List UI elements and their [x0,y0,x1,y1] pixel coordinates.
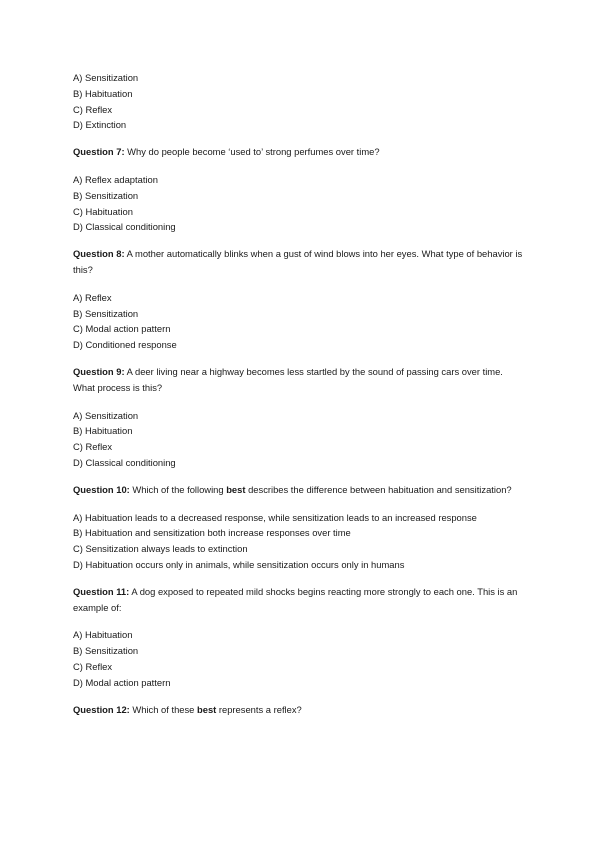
question-8-text [73,246,523,278]
question-body: describes the difference between habituation and sensitization? [245,483,512,495]
quiz-content [73,70,523,729]
question-10-text [73,482,523,498]
answer-options [73,627,523,690]
question-label: Question 9: [73,365,125,377]
question-body: A mother automatically blinks when a gust of wind blows into her eyes. What type of behavior is this? [73,248,523,275]
question-body: represents a reflex? [216,703,302,715]
answer-option: A) Reflex adaptation [73,173,158,185]
answer-option: D) Classical conditioning [73,456,176,468]
question-label: Question 8: [73,248,125,260]
answer-option: B) Habituation and sensitization both increase responses over time [73,527,351,539]
answer-option: B) Habituation [73,87,133,99]
question-9-text [73,364,523,396]
answer-option: A) Habituation leads to a decreased response, while sensitization leads to an increased response [73,511,477,523]
answer-option: C) Sensitization always leads to extinction [73,543,248,555]
emphasis-word: best [226,483,246,495]
answer-options [73,290,523,353]
emphasis-word: best [197,703,217,715]
question-body: Why do people become ‘used to’ strong perfumes over time? [124,146,380,158]
answer-option: C) Reflex [73,441,113,453]
answer-option: A) Sensitization [73,409,139,421]
question-label: Question 7: [73,146,125,158]
question-label: Question 10: [73,483,130,495]
question-label: Question 11: [73,585,130,597]
answer-option: C) Modal action pattern [73,323,171,335]
answer-option: C) Reflex [73,660,113,672]
answer-option: D) Conditioned response [73,339,177,351]
question-body: A dog exposed to repeated mild shocks begins reacting more strongly to each one. This is an example of: [73,585,518,613]
answer-option: C) Reflex [73,103,113,115]
answer-option: D) Habituation occurs only in animals, while sensitization occurs only in humans [73,558,405,570]
answer-option: D) Extinction [73,119,127,131]
answer-option: B) Sensitization [73,645,139,657]
question-body: Which of these [129,703,197,715]
answer-options [73,408,523,471]
question-label: Question 12: [73,703,130,715]
answer-option: A) Sensitization [73,72,139,83]
answer-option: B) Sensitization [73,307,139,319]
question-body: Which of the following [129,483,227,495]
question-body: A deer living near a highway becomes less startled by the sound of passing cars over time. What process is this? [73,365,503,393]
answer-options [73,70,523,133]
answer-option: D) Modal action pattern [73,676,171,688]
answer-option: C) Habituation [73,205,133,217]
question-7-text [73,144,523,160]
answer-options [73,510,523,573]
answer-option: B) Habituation [73,425,133,437]
answer-options [73,172,523,235]
question-11-text [73,584,523,616]
answer-option: A) Reflex [73,291,112,303]
answer-option: A) Habituation [73,629,133,641]
answer-option: D) Classical conditioning [73,221,176,233]
answer-option: B) Sensitization [73,189,139,201]
question-12-text [73,702,523,718]
